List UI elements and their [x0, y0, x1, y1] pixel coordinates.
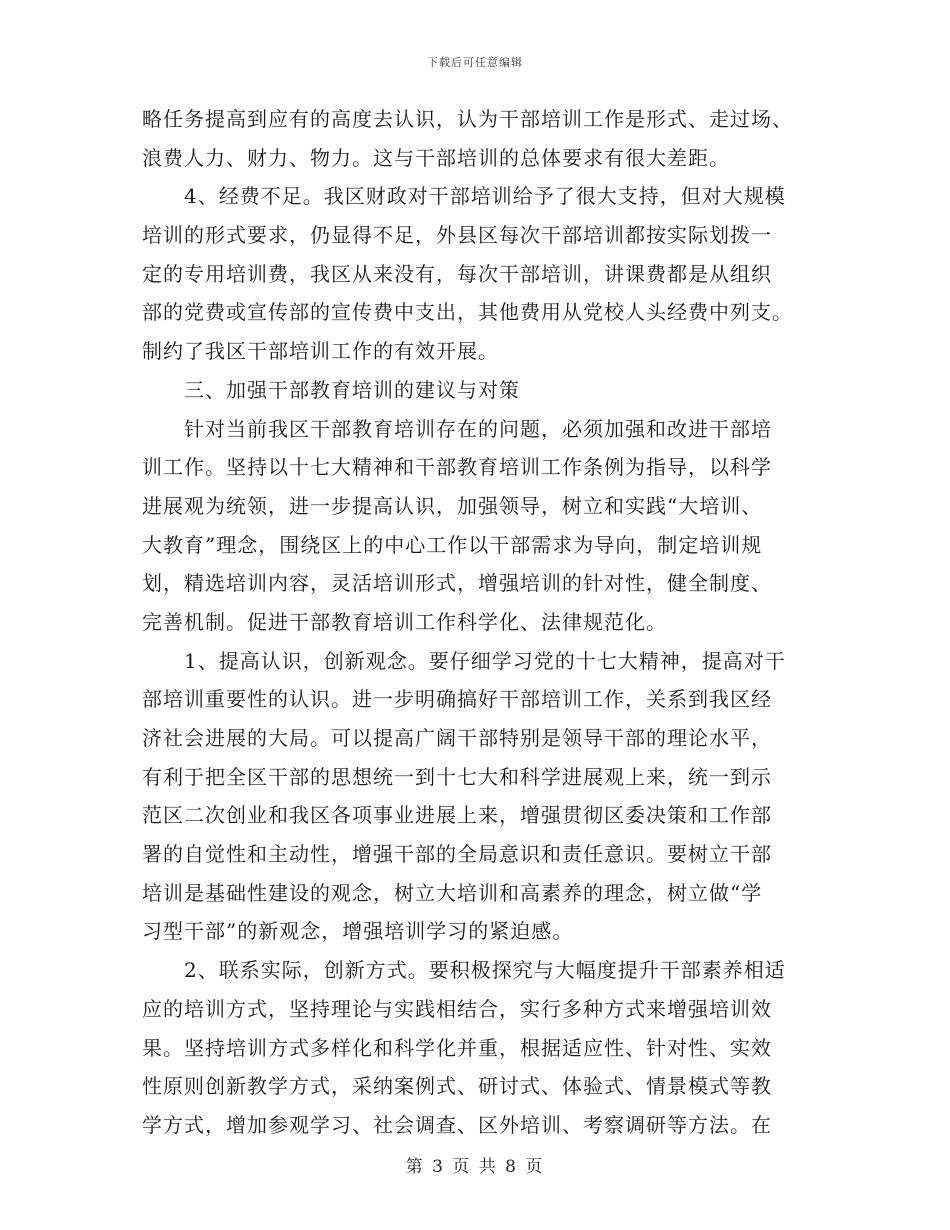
text-line: 大教育”理念，围绕区上的中心工作以干部需求为导向，制定培训规: [142, 532, 763, 557]
text-line: 应的培训方式，坚持理论与实践相结合，实行多种方式来增强培训效: [142, 996, 772, 1021]
text-line: 定的专用培训费，我区从来没有，每次干部培训，讲课费都是从组织: [142, 261, 772, 286]
text-line: 略任务提高到应有的高度去认识，认为干部培训工作是形式、走过场、: [142, 107, 793, 131]
text-line: 针对当前我区干部教育培训存在的问题，必须加强和改进干部培: [184, 416, 772, 441]
text-line: 浪费人力、财力、物力。这与干部培训的总体要求有很大差距。: [142, 145, 730, 170]
text-line: 进展观为统领，进一步提高认识，加强领导，树立和实践“大培训、: [142, 493, 763, 518]
text-line: 署的自觉性和主动性，增强干部的全局意识和责任意识。要树立干部: [142, 842, 772, 867]
text-line: 训工作。坚持以十七大精神和干部教育培训工作条例为指导，以科学: [142, 455, 772, 480]
page-number: 第 3 页 共 8 页: [405, 1157, 545, 1177]
text-line: 学方式，增加参观学习、社会调查、区外培训、考察调研等方法。在: [142, 1112, 772, 1137]
text-line: 济社会进展的大局。可以提高广阔干部特别是领导干部的理论水平，: [142, 726, 772, 750]
document-body: [142, 100, 808, 1145]
page-header: 下载后可任意编辑: [427, 56, 523, 69]
text-line: 性原则创新教学方式，采纳案例式、研讨式、体验式、情景模式等教: [142, 1074, 772, 1099]
text-line: 果。坚持培训方式多样化和科学化并重，根据适应性、针对性、实效: [142, 1035, 772, 1060]
text-line: 制约了我区干部培训工作的有效开展。: [142, 339, 499, 364]
text-line: 培训是基础性建设的观念，树立大培训和高素养的理念，树立做“学: [142, 880, 763, 905]
section-heading: 三、加强干部教育培训的建议与对策: [184, 377, 520, 402]
text-line: 完善机制。促进干部教育培训工作科学化、法律规范化。: [142, 609, 667, 634]
text-line: 2、联系实际，创新方式。要积极探究与大幅度提升干部素养相适: [184, 958, 786, 983]
text-line: 1、提高认识，创新观念。要仔细学习党的十七大精神，提高对干: [184, 648, 786, 673]
text-line: 4、经费不足。我区财政对干部培训给予了很大支持，但对大规模: [184, 184, 786, 209]
text-line: 部的党费或宣传部的宣传费中支出，其他费用从党校人头经费中列支。: [142, 300, 793, 325]
text-line: 习型干部”的新观念，增强培训学习的紧迫感。: [142, 919, 574, 944]
text-line: 培训的形式要求，仍显得不足，外县区每次干部培训都按实际划拨一: [142, 223, 772, 248]
text-line: 有利于把全区干部的思想统一到十七大和科学进展观上来，统一到示: [142, 764, 772, 789]
text-line: 部培训重要性的认识。进一步明确搞好干部培训工作，关系到我区经: [142, 687, 772, 712]
text-line: 划，精选培训内容，灵活培训形式，增强培训的针对性，健全制度、: [142, 571, 772, 596]
text-line: 范区二次创业和我区各项事业进展上来，增强贯彻区委决策和工作部: [142, 803, 772, 828]
